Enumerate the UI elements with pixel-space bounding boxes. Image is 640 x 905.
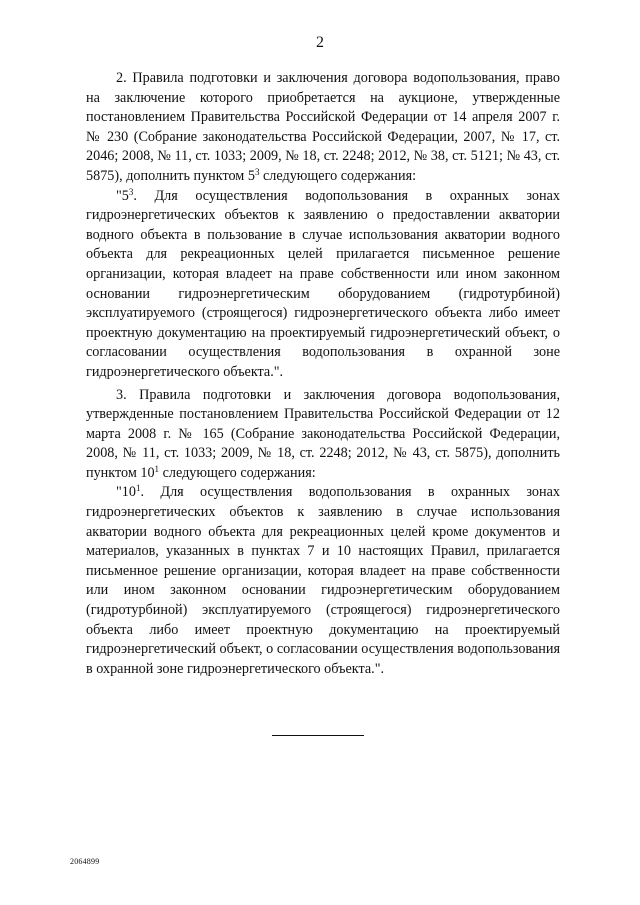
paragraph-text: "5 (116, 187, 129, 204)
paragraph-text: "10 (116, 484, 136, 501)
paragraph-text: . Для осуществления водопользования в охранных зонах гидроэнергетических объектов к заявлению о предоставлении акватории водного объекта в пользование в случае использования акватории водного объекта для рекреационных целей прилагается письменное решение организации, которая владеет на праве собственности или ином законном основании гидроэнергетическим оборудованием (гидротурбиной) эксплуатируемого (строящегося) гидроэнергетического объекта либо имеет проектную документацию на проектируемый гидроэнергетический объект, о согласовании осуществления водопользования в охранной зоне гидроэнергетического объекта.". (86, 187, 560, 380)
paragraph-text: следующего содержания: (159, 464, 316, 481)
quoted-paragraph-5-3 (86, 187, 560, 383)
superscript: 1 (135, 483, 141, 494)
end-divider (272, 735, 364, 736)
paragraph-text: следующего содержания: (259, 167, 417, 184)
superscript: 3 (254, 166, 260, 177)
paragraph-item-2 (86, 69, 560, 187)
quoted-paragraph-10-1 (86, 483, 560, 679)
paragraph-text: . Для осуществления водопользования в охранных зонах гидроэнергетических объектов к заявлению в случае использования акватории водного объекта для рекреационных целей кроме документов и материалов, указанных в пунктах 7 и 10 настоящих Правил, прилагается письменное решение организации, которая владеет на праве собственности или ином законном основании гидроэнергетическим оборудованием (гидротурбиной) эксплуатируемого (строящегося) гидроэнергетического объекта либо имеет проектную документацию на проектируемый гидроэнергетический объект, о согласовании осуществления водопользования в охранной зоне гидроэнергетического объекта.". (86, 484, 560, 677)
page-number: 2 (316, 34, 324, 51)
paragraph-text: 2. Правила подготовки и заключения договора водопользования, право на заключение которого приобретается на аукционе, утвержденные постановлением Правительства Российской Федерации от 14 апреля 2007 г. № 230 (Собрание законодательства Российской Федерации, 2007, № 17, ст. 2046; 2008, № 11, ст. 1033; 2009, № 18, ст. 2248; 2012, № 38, ст. 5121; № 43, ст. 5875), дополнить пунктом 5 (86, 70, 560, 184)
paragraph-item-3 (86, 386, 560, 484)
document-body (86, 69, 560, 679)
superscript: 3 (128, 186, 134, 197)
paragraph-text: 3. Правила подготовки и заключения договора водопользования, утвержденные постановлением Правительства Российской Федерации от 12 марта 2008 г. № 165 (Собрание законодательства Российской Федерации, 2008, № 11, ст. 1033; 2009, № 18, ст. 2248; 2012, № 43, ст. 5875), дополнить пунктом 10 (86, 386, 560, 481)
superscript: 1 (154, 463, 160, 474)
document-code: 2064899 (70, 857, 100, 866)
